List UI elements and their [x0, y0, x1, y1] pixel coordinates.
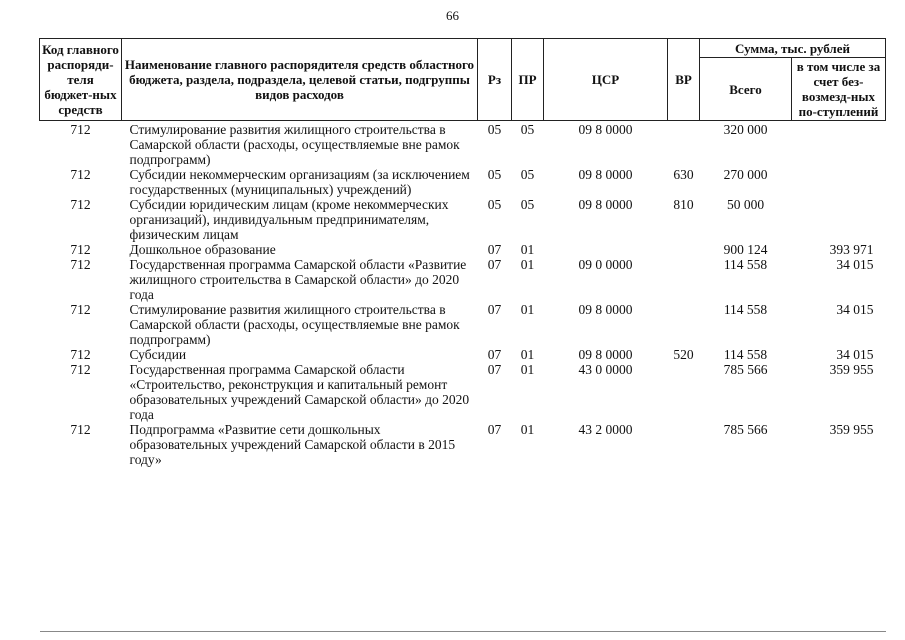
header-grants: в том числе за счет без-возмезд-ных по-ступлений [792, 58, 886, 121]
cell-name: Стимулирование развития жилищного строительства в Самарской области (расходы, осуществляемые вне рамок подпрограмм) [129, 122, 460, 167]
cell-total: 114 558 [723, 347, 768, 362]
table-row [40, 242, 886, 257]
cell-name: Подпрограмма «Развитие сети дошкольных образовательных учреждений Самарской области в 2015 году» [129, 422, 456, 467]
header-vr: ВР [668, 39, 700, 121]
budget-expenditure-table [39, 38, 886, 467]
cell-pr: 01 [520, 242, 535, 257]
cell-grants [792, 197, 886, 242]
cell-rz: 07 [487, 242, 502, 257]
cell-code: 712 [70, 242, 91, 257]
cell-grants: 34 015 [836, 347, 874, 362]
cell-code: 712 [70, 362, 91, 377]
header-code: Код главного распоряди-теля бюджет-ных средств [40, 39, 122, 121]
cell-code: 712 [70, 167, 91, 182]
cell-vr [668, 422, 700, 467]
cell-vr [668, 121, 700, 168]
cell-grants [792, 121, 886, 168]
cell-code: 712 [70, 197, 91, 212]
cell-name: Стимулирование развития жилищного строительства в Самарской области (расходы, осуществляемые вне рамок подпрограмм) [129, 302, 460, 347]
cell-vr [668, 302, 700, 347]
cell-csr: 09 8 0000 [578, 197, 633, 212]
cell-total: 114 558 [723, 257, 768, 272]
cell-rz: 05 [487, 197, 502, 212]
cell-name: Субсидии юридическим лицам (кроме некоммерческих организаций), индивидуальным предпринимателям, физическим лицам [129, 197, 449, 242]
cell-total: 320 000 [723, 122, 768, 137]
cell-name: Дошкольное образование [129, 242, 276, 257]
cell-grants: 393 971 [829, 242, 874, 257]
table-row [40, 167, 886, 197]
header-total: Всего [700, 58, 792, 121]
table-body [40, 121, 886, 468]
cell-pr: 05 [520, 197, 535, 212]
cell-code: 712 [70, 347, 91, 362]
cell-name: Субсидии некоммерческим организациям (за исключением государственных (муниципальных) учреждений) [129, 167, 470, 197]
table-row [40, 422, 886, 467]
header-name: Наименование главного распорядителя средств областного бюджета, раздела, подраздела, целевой статьи, подгруппы видов расходов [122, 39, 478, 121]
cell-grants [792, 167, 886, 197]
cell-grants: 359 955 [829, 422, 874, 437]
cell-csr: 43 2 0000 [578, 422, 633, 437]
page-number: 66 [446, 8, 459, 23]
table-header [40, 39, 886, 121]
cell-pr: 01 [520, 302, 535, 317]
cell-name: Государственная программа Самарской области «Строительство, реконструкция и капитальный ремонт образовательных учреждений Самарской области» до 2020 года [129, 362, 470, 422]
cell-pr: 01 [520, 257, 535, 272]
cell-vr [668, 257, 700, 302]
cell-vr: 520 [673, 347, 694, 362]
cell-grants: 34 015 [836, 257, 874, 272]
cell-csr: 09 0 0000 [578, 257, 633, 272]
cell-grants: 359 955 [829, 362, 874, 377]
page-bottom-rule [40, 631, 886, 632]
cell-vr: 810 [673, 197, 694, 212]
table-row [40, 197, 886, 242]
cell-name: Субсидии [129, 347, 187, 362]
cell-rz: 07 [487, 302, 502, 317]
cell-total: 900 124 [723, 242, 768, 257]
cell-total: 50 000 [726, 197, 765, 212]
cell-csr: 09 8 0000 [578, 347, 633, 362]
cell-total: 114 558 [723, 302, 768, 317]
cell-vr [668, 362, 700, 422]
cell-code: 712 [70, 422, 91, 437]
cell-total: 785 566 [723, 362, 768, 377]
cell-rz: 07 [487, 422, 502, 437]
cell-pr: 01 [520, 422, 535, 437]
cell-pr: 05 [520, 122, 535, 137]
header-pr: ПР [512, 39, 544, 121]
cell-code: 712 [70, 122, 91, 137]
cell-pr: 01 [520, 347, 535, 362]
cell-code: 712 [70, 257, 91, 272]
cell-csr [544, 242, 668, 257]
table-row [40, 362, 886, 422]
cell-pr: 05 [520, 167, 535, 182]
cell-rz: 05 [487, 122, 502, 137]
table-row [40, 121, 886, 168]
cell-rz: 07 [487, 362, 502, 377]
header-csr: ЦСР [544, 39, 668, 121]
cell-csr: 09 8 0000 [578, 302, 633, 317]
cell-code: 712 [70, 302, 91, 317]
table-row [40, 302, 886, 347]
cell-name: Государственная программа Самарской области «Развитие жилищного строительства в Самарской области» до 2020 года [129, 257, 467, 302]
cell-csr: 09 8 0000 [578, 122, 633, 137]
cell-rz: 07 [487, 257, 502, 272]
header-sum-group: Сумма, тыс. рублей [700, 39, 886, 58]
cell-rz: 07 [487, 347, 502, 362]
cell-vr [668, 242, 700, 257]
cell-pr: 01 [520, 362, 535, 377]
cell-csr: 09 8 0000 [578, 167, 633, 182]
table-row [40, 347, 886, 362]
header-rz: Рз [478, 39, 512, 121]
cell-grants: 34 015 [836, 302, 874, 317]
cell-total: 270 000 [723, 167, 768, 182]
table-row [40, 257, 886, 302]
cell-total: 785 566 [723, 422, 768, 437]
cell-csr: 43 0 0000 [578, 362, 633, 377]
cell-rz: 05 [487, 167, 502, 182]
cell-vr: 630 [673, 167, 694, 182]
